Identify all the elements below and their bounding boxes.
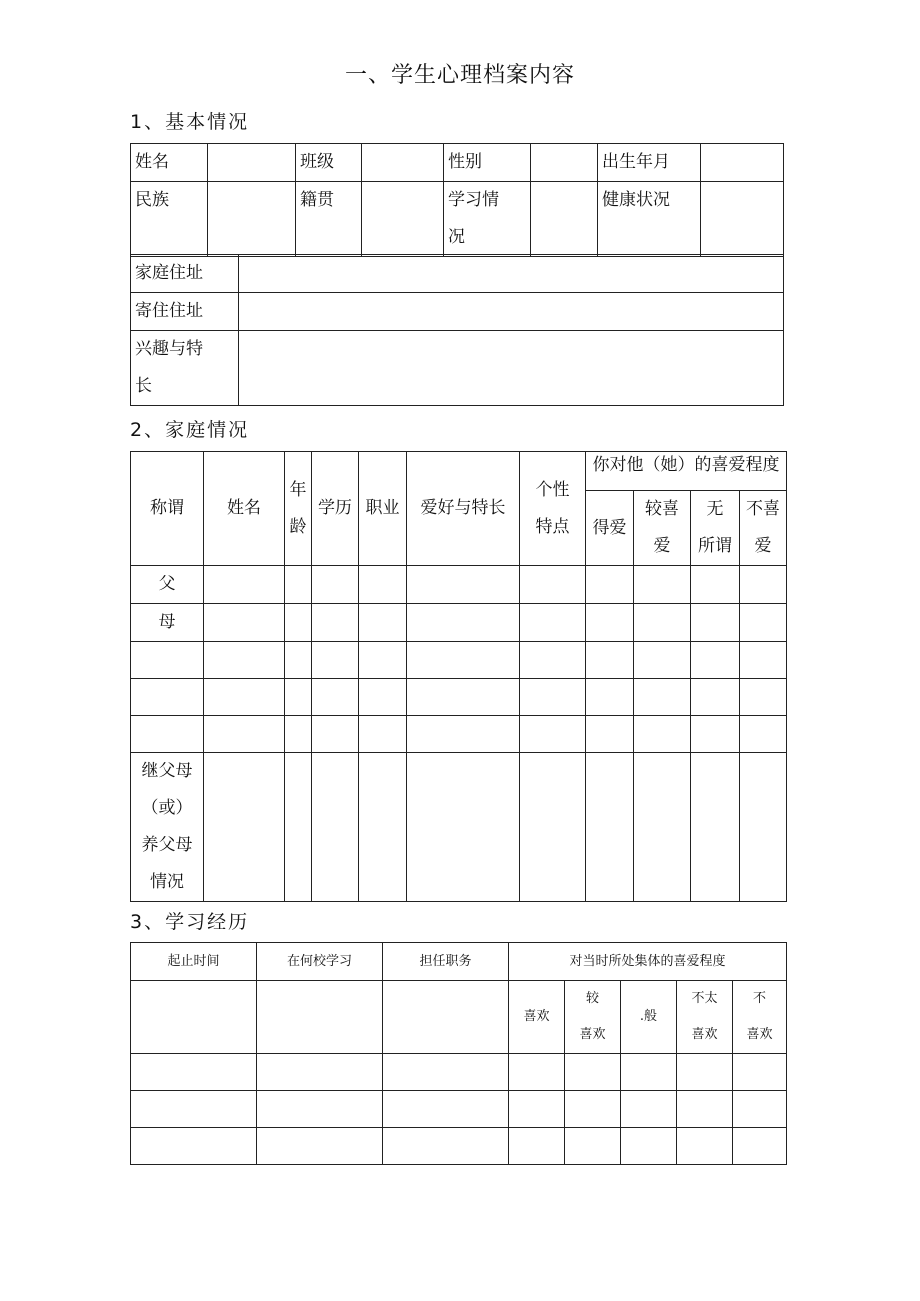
basic-info-table-lower: [130, 254, 784, 406]
row-relation[interactable]: [131, 679, 204, 716]
table-row: [131, 642, 787, 679]
sub-not-very: 不太 喜欢: [677, 981, 733, 1054]
label-name: 姓名: [131, 144, 208, 182]
label-health: 健康状况: [598, 182, 701, 257]
header-occupation: 职业: [359, 452, 407, 566]
table-row: [131, 1054, 787, 1091]
table-row-step-parents: [131, 753, 787, 902]
basic-info-table: [130, 143, 784, 257]
table-row: [131, 1091, 787, 1128]
field-gender[interactable]: [531, 144, 598, 182]
section-study-heading: 3、学习经历: [130, 911, 250, 933]
label-study-status: 学习情 况: [444, 182, 531, 257]
field-lodging-address[interactable]: [239, 293, 784, 331]
field-home-address[interactable]: [239, 255, 784, 293]
label-birth: 出生年月: [598, 144, 701, 182]
header-position: 担任职务: [383, 943, 509, 981]
field-study-status[interactable]: [531, 182, 598, 257]
label-ethnicity: 民族: [131, 182, 208, 257]
table-row: [131, 604, 787, 642]
table-row: [131, 566, 787, 604]
label-hobbies: 兴趣与特 长: [131, 331, 239, 406]
field-name[interactable]: [208, 144, 296, 182]
header-hobby: 爱好与特长: [407, 452, 520, 566]
row-relation[interactable]: [131, 642, 204, 679]
label-lodging-address: 寄住住址: [131, 293, 239, 331]
sub-general: .般: [621, 981, 677, 1054]
header-name: 姓名: [204, 452, 285, 566]
family-table: [130, 451, 787, 902]
field-hobbies[interactable]: [239, 331, 784, 406]
sub-rather-like: 较 喜欢: [565, 981, 621, 1054]
row-relation: 母: [131, 604, 204, 642]
sub-not-like: 不 喜欢: [733, 981, 787, 1054]
table-row: [131, 716, 787, 753]
header-age: 年 龄: [285, 452, 312, 566]
header-fond-rather: 较喜 爱: [634, 491, 691, 566]
sub-like: 喜欢: [509, 981, 565, 1054]
label-step-parents: 继父母 （或） 养父母 情况: [131, 753, 204, 902]
field-native-place[interactable]: [362, 182, 444, 257]
header-personality: 个性 特点: [520, 452, 586, 566]
field-class[interactable]: [362, 144, 444, 182]
section-basic-heading: 1、基本情况: [130, 111, 250, 133]
label-gender: 性别: [444, 144, 531, 182]
table-row: [131, 679, 787, 716]
field-birth[interactable]: [701, 144, 784, 182]
label-home-address: 家庭住址: [131, 255, 239, 293]
field-health[interactable]: [701, 182, 784, 257]
header-fond-indifferent: 无 所谓: [691, 491, 740, 566]
header-school: 在何校学习: [257, 943, 383, 981]
label-native-place: 籍贯: [296, 182, 362, 257]
row-relation[interactable]: [131, 716, 204, 753]
header-collective-fondness: 对当时所处集体的喜爱程度: [509, 943, 787, 981]
table-row: [131, 1128, 787, 1165]
header-fondness: 你对他（她）的喜爱程度: [586, 452, 787, 491]
study-history-table: [130, 942, 787, 1165]
label-class: 班级: [296, 144, 362, 182]
header-relation: 称谓: [131, 452, 204, 566]
header-fond-dislike: 不喜 爱: [740, 491, 787, 566]
section-family-heading: 2、家庭情况: [130, 419, 250, 441]
header-education: 学历: [312, 452, 359, 566]
header-fond-love: 得爱: [586, 491, 634, 566]
field-ethnicity[interactable]: [208, 182, 296, 257]
page-title: 一、学生心理档案内容: [344, 63, 575, 88]
row-relation: 父: [131, 566, 204, 604]
header-period: 起止时间: [131, 943, 257, 981]
